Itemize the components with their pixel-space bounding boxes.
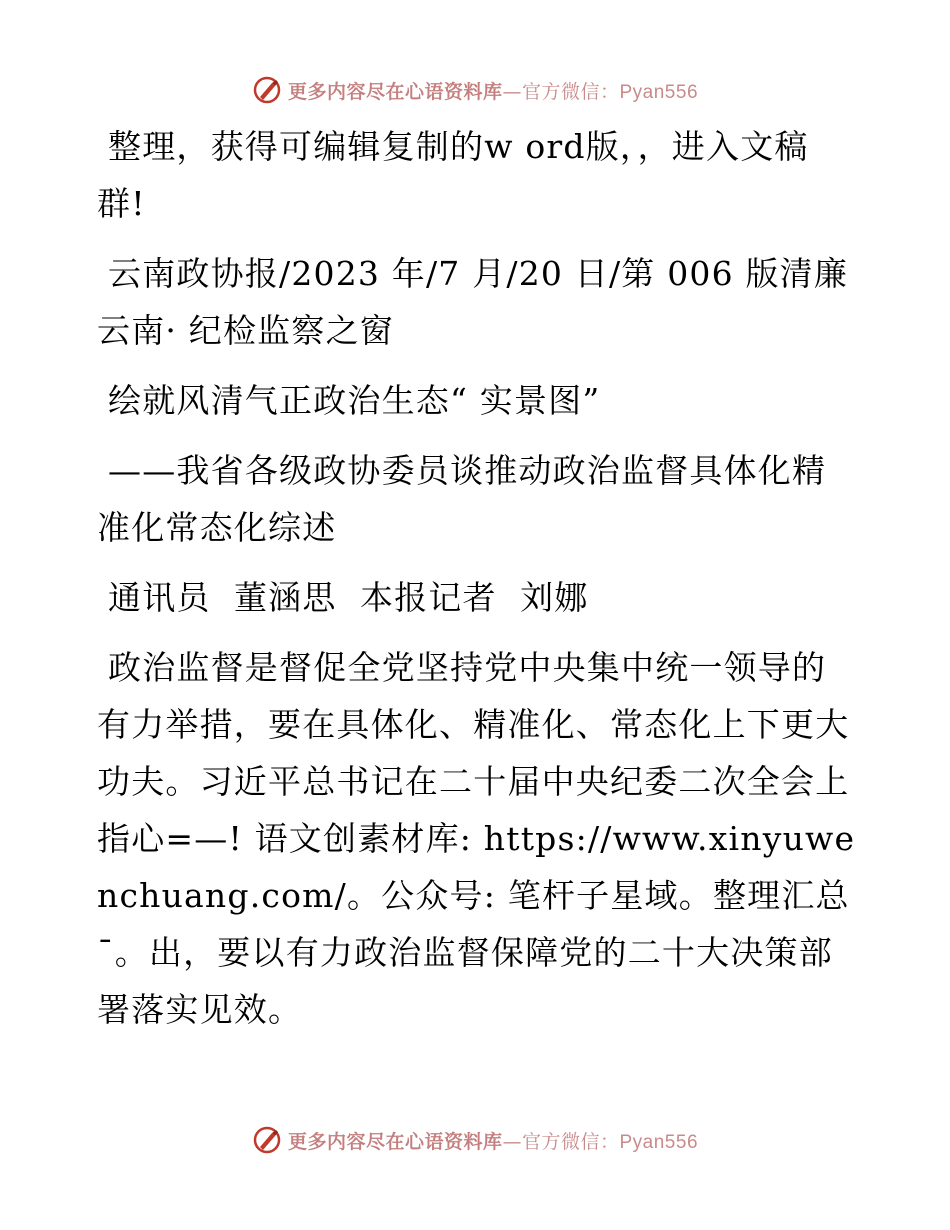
article-title-text: 绘就风清气正政治生态“ 实景图” — [108, 381, 601, 420]
watermark-wechat-id: Pyan556 — [619, 81, 699, 103]
watermark-dash: — — [502, 80, 522, 103]
article-title — [97, 372, 857, 429]
article-subtitle — [97, 442, 857, 556]
footer-watermark — [0, 1120, 950, 1160]
article-byline — [97, 569, 857, 626]
watermark-site: 更多内容尽在心语资料库 — [287, 80, 503, 103]
watermark-text — [288, 1127, 698, 1154]
watermark-wechat-id: Pyan556 — [619, 1131, 699, 1153]
document-body — [97, 118, 857, 1051]
paragraph-intro-text: 整理，获得可编辑复制的w ord版，，进入文稿群! — [97, 127, 809, 223]
pen-logo-icon — [252, 75, 282, 105]
header-watermark — [0, 70, 950, 110]
paragraph-intro — [97, 118, 857, 232]
watermark-official-label: 官方微信： — [521, 80, 620, 103]
pen-logo-icon — [252, 1125, 282, 1155]
watermark-text — [288, 77, 698, 104]
article-byline-text: 通讯员 董涵思 本报记者 刘娜 — [108, 578, 589, 617]
watermark-site: 更多内容尽在心语资料库 — [287, 1130, 503, 1153]
paragraph-source-text: 云南政协报/2023 年/7 月/20 日/第 006 版清廉云南· 纪检监察之窗 — [97, 254, 849, 350]
paragraph-body-text: 政治监督是督促全党坚持党中央集中统一领导的有力举措，要在具体化、精准化、常态化上下更大功夫。习近平总书记在二十届中央纪委二次全会上指心=—! 语文创素材库: https://www.xinyuwenchuang.com/。公众号: 笔杆子星域。整理汇总¯。出，要以有力政治监督保障党的二十大决策部署落实见效。 — [97, 648, 856, 1029]
article-subtitle-text: ——我省各级政协委员谈推动政治监督具体化精准化常态化综述 — [97, 451, 827, 547]
watermark-official-label: 官方微信： — [521, 1130, 620, 1153]
paragraph-source — [97, 245, 857, 359]
paragraph-body — [97, 639, 857, 1038]
watermark-dash: — — [502, 1130, 522, 1153]
